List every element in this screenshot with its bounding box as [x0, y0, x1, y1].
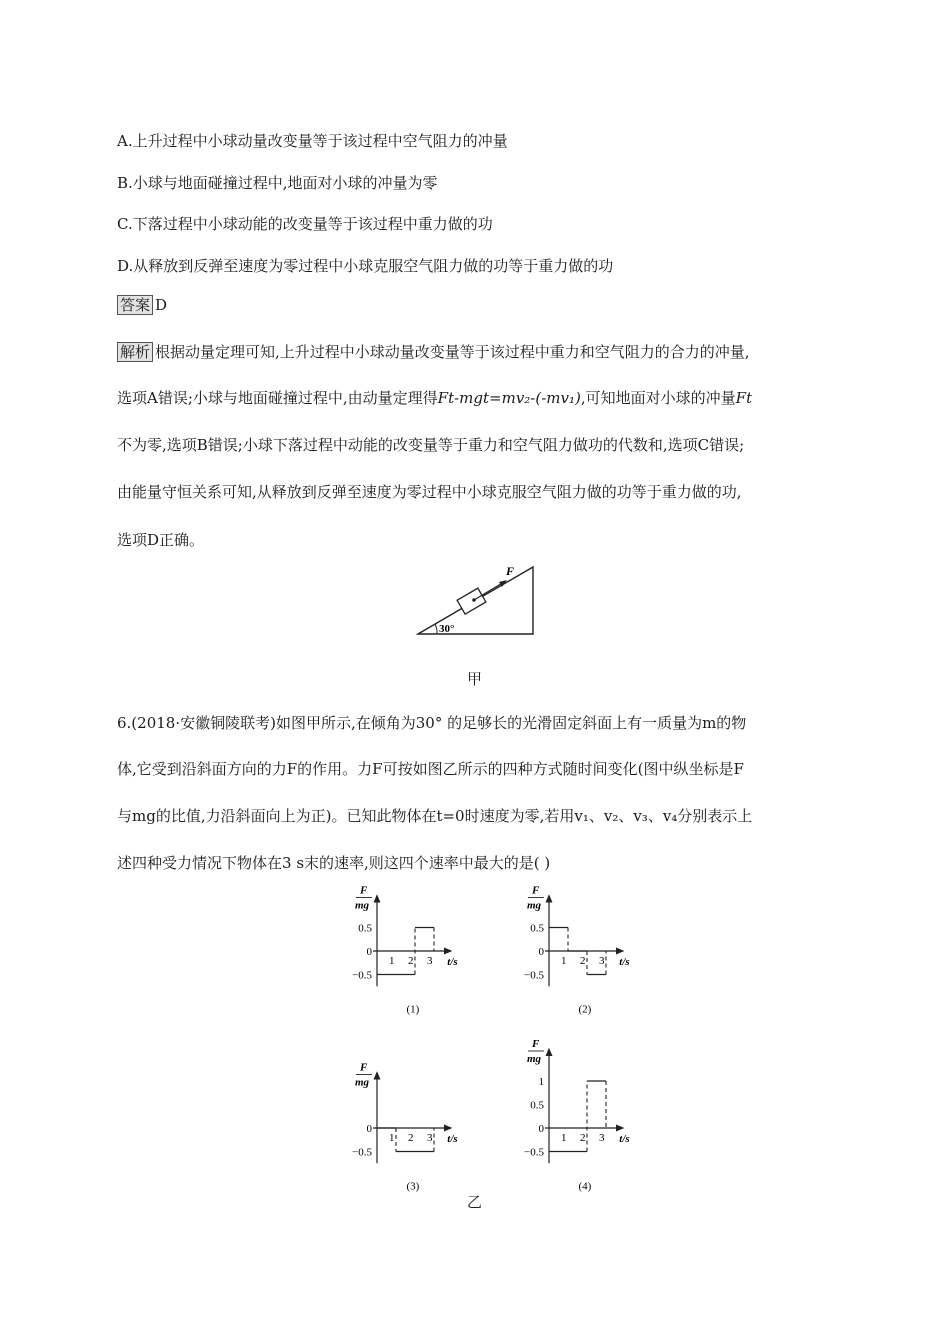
y-axis-label-top: F: [360, 1061, 368, 1074]
x-axis-label: t/s: [447, 956, 458, 968]
graph-id-label: (4): [578, 1180, 592, 1193]
figure-jia-caption: 甲: [467, 670, 483, 688]
y-axis-label-top: F: [532, 884, 540, 897]
x-tick-label: 3: [427, 955, 433, 967]
x-tick-label: 2: [408, 955, 414, 967]
answer-line: [117, 295, 167, 315]
analysis-line-3: 不为零,选项B错误;小球下落过程中动能的改变量等于重力和空气阻力做功的代数和,选项C错误;: [117, 436, 745, 454]
x-axis-label: t/s: [447, 1133, 458, 1145]
q6-line-4: 述四种受力情况下物体在3 s末的速率,则这四个速率中最大的是( ): [117, 854, 551, 872]
x-tick-label: 1: [389, 955, 395, 967]
y-tick-label: 0: [538, 946, 544, 958]
x-tick-label: 1: [561, 955, 567, 967]
x-tick-label: 1: [561, 1132, 567, 1144]
option-c: C.下落过程中小球动能的改变量等于该过程中重力做的功: [117, 215, 493, 233]
q6-line-3: 与mg的比值,力沿斜面向上为正)。已知此物体在t=0时速度为零,若用v₁、v₂、v₃、v₄分别表示上: [117, 807, 753, 825]
x-tick-label: 2: [580, 1132, 586, 1144]
y-tick-label: −0.5: [352, 969, 372, 982]
y-tick-label: 1: [538, 1076, 544, 1088]
option-a: A.上升过程中小球动量改变量等于该过程中空气阻力的冲量: [117, 132, 508, 150]
analysis-text-2a: 选项A错误;小球与地面碰撞过程中,由动量定理得: [117, 389, 438, 407]
y-tick-label: −0.5: [524, 1146, 544, 1159]
analysis-line-1: [117, 342, 750, 362]
x-tick-label: 1: [389, 1132, 395, 1144]
answer-tag: 答案: [117, 295, 153, 315]
y-tick-label: 0.5: [530, 1099, 544, 1112]
y-axis-label-bottom: mg: [355, 899, 370, 912]
y-axis-label-top: F: [532, 1038, 540, 1050]
answer-value: D: [155, 296, 168, 314]
analysis-text-1: 根据动量定理可知,上升过程中小球动量改变量等于该过程中重力和空气阻力的合力的冲量,: [155, 343, 750, 361]
series-line: [377, 1128, 434, 1152]
x-axis-label: t/s: [619, 1133, 630, 1145]
analysis-line-4: 由能量守恒关系可知,从释放到反弹至速度为零过程中小球克服空气阻力做的功等于重力做的功,: [117, 483, 742, 501]
graph-id-label: (3): [406, 1180, 420, 1193]
y-tick-label: −0.5: [352, 1146, 372, 1159]
y-tick-label: 0: [366, 946, 372, 958]
option-b: B.小球与地面碰撞过程中,地面对小球的冲量为零: [117, 174, 438, 192]
option-d: D.从释放到反弹至速度为零过程中小球克服空气阻力做的功等于重力做的功: [117, 257, 614, 275]
force-label: F: [506, 564, 515, 578]
analysis-text-2b: ,可知地面对小球的冲量: [580, 389, 736, 407]
momentum-equation: Ft-mgt=mv₂-(-mv₁): [437, 389, 581, 407]
figure-yi-graphs: [320, 880, 640, 1193]
series-line: [549, 1081, 606, 1152]
analysis-tag: 解析: [117, 342, 153, 362]
y-tick-label: 0: [538, 1123, 544, 1135]
x-tick-label: 2: [408, 1132, 414, 1144]
y-axis-label-bottom: mg: [527, 1053, 542, 1065]
figure-yi-caption: 乙: [467, 1193, 483, 1211]
analysis-line-2: [117, 388, 752, 408]
q6-line-2: 体,它受到沿斜面方向的力F的作用。力F可按如图乙所示的四种方式随时间变化(图中纵坐标是F: [117, 760, 744, 778]
x-tick-label: 2: [580, 955, 586, 967]
x-tick-label: 3: [427, 1132, 433, 1144]
q6-line-1: 6.(2018·安徽铜陵联考)如图甲所示,在倾角为30° 的足够长的光滑固定斜面上有一质量为m的物: [117, 714, 747, 732]
y-tick-label: −0.5: [524, 969, 544, 982]
y-tick-label: 0.5: [358, 922, 372, 935]
y-axis-label-top: F: [360, 884, 368, 897]
impulse-symbol: Ft: [735, 389, 753, 407]
y-axis-label-bottom: mg: [355, 1076, 370, 1089]
y-axis-label-bottom: mg: [527, 899, 542, 912]
figure-jia-incline: [410, 560, 550, 642]
x-axis-label: t/s: [619, 956, 630, 968]
graph-id-label: (2): [578, 1003, 592, 1016]
y-tick-label: 0: [366, 1123, 372, 1135]
analysis-line-5: 选项D正确。: [117, 531, 205, 549]
x-tick-label: 3: [599, 1132, 605, 1144]
graph-id-label: (1): [406, 1003, 420, 1016]
y-tick-label: 0.5: [530, 922, 544, 935]
x-tick-label: 3: [599, 955, 605, 967]
angle-label: 30°: [439, 623, 455, 635]
